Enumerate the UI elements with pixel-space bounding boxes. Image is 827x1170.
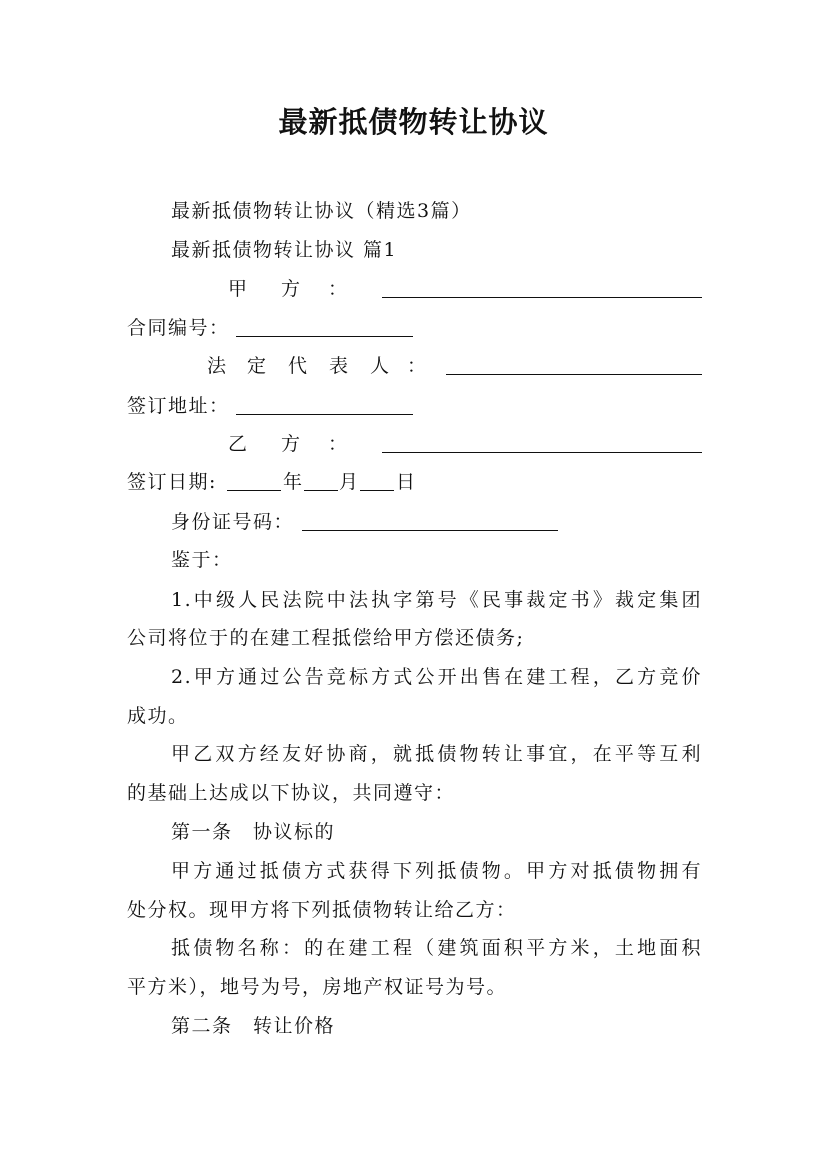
legal-rep-char-5: 人 bbox=[370, 355, 390, 377]
article-1-heading: 第一条 协议标的 bbox=[171, 821, 336, 843]
clause-1-line-1: 1.中级人民法院中法执字第号《民事裁定书》裁定集团 bbox=[171, 589, 702, 611]
subtitle-selection: 最新抵债物转让协议（精选3篇） bbox=[171, 200, 472, 222]
whereas-heading: 鉴于： bbox=[171, 549, 233, 571]
sign-date-day-blank[interactable] bbox=[360, 470, 394, 491]
article-1-p1-line-2: 处分权。现甲方将下列抵债物转让给乙方： bbox=[127, 899, 517, 921]
sign-address-label: 签订地址： bbox=[127, 395, 230, 417]
party-b-label-char-2: 方 bbox=[281, 433, 301, 455]
sign-date-label: 签订日期: bbox=[127, 471, 217, 493]
article-1-p2-line-2: 平方米），地号为号，房地产权证号为号。 bbox=[127, 976, 508, 998]
legal-rep-blank[interactable] bbox=[446, 354, 702, 375]
contract-no-row bbox=[127, 316, 230, 340]
agreement-line-2: 的基础上达成以下协议，共同遵守： bbox=[127, 782, 456, 804]
id-number-blank[interactable] bbox=[302, 510, 558, 531]
clause-1-line-2: 公司将位于的在建工程抵偿给甲方偿还债务; bbox=[127, 627, 525, 649]
sign-date-month-blank[interactable] bbox=[304, 470, 338, 491]
party-b-label-char-1: 乙 bbox=[228, 433, 248, 455]
contract-no-blank[interactable] bbox=[236, 316, 413, 337]
legal-rep-colon: ： bbox=[407, 355, 427, 377]
sign-date-day-label: 日 bbox=[396, 471, 416, 493]
sign-address-blank[interactable] bbox=[236, 394, 413, 415]
party-a-label-char-1: 甲 bbox=[228, 278, 248, 300]
legal-rep-char-3: 代 bbox=[288, 355, 308, 377]
party-b-label-colon: ： bbox=[328, 433, 348, 455]
id-number-label: 身份证号码： bbox=[171, 511, 295, 533]
sign-date-month-label: 月 bbox=[339, 471, 359, 493]
legal-rep-char-1: 法 bbox=[207, 355, 227, 377]
article-1-p1-line-1: 甲方通过抵债方式获得下列抵债物。甲方对抵债物拥有 bbox=[171, 860, 702, 882]
article-1-p2-line-1: 抵债物名称：的在建工程（建筑面积平方米，土地面积 bbox=[171, 937, 702, 959]
id-number-row bbox=[171, 510, 294, 534]
party-b-blank[interactable] bbox=[382, 432, 702, 453]
subtitle-piece: 最新抵债物转让协议 篇1 bbox=[171, 239, 398, 261]
sign-date-year-blank[interactable] bbox=[227, 470, 281, 491]
clause-2-line-2: 成功。 bbox=[127, 705, 189, 727]
sign-address-row bbox=[127, 394, 230, 418]
sign-date-year-label: 年 bbox=[283, 471, 303, 493]
party-a-blank[interactable] bbox=[382, 277, 702, 298]
agreement-line-1: 甲乙双方经友好协商，就抵债物转让事宜，在平等互利 bbox=[171, 743, 702, 765]
party-a-label-char-2: 方 bbox=[281, 278, 301, 300]
legal-rep-char-2: 定 bbox=[247, 355, 267, 377]
document-title: 最新抵债物转让协议 bbox=[278, 105, 549, 139]
clause-2-line-1: 2.甲方通过公告竞标方式公开出售在建工程，乙方竞价 bbox=[171, 666, 702, 688]
party-a-label-colon: ： bbox=[328, 278, 348, 300]
legal-rep-char-4: 表 bbox=[329, 355, 349, 377]
contract-no-label: 合同编号： bbox=[127, 317, 230, 339]
article-2-heading: 第二条 转让价格 bbox=[171, 1015, 336, 1037]
